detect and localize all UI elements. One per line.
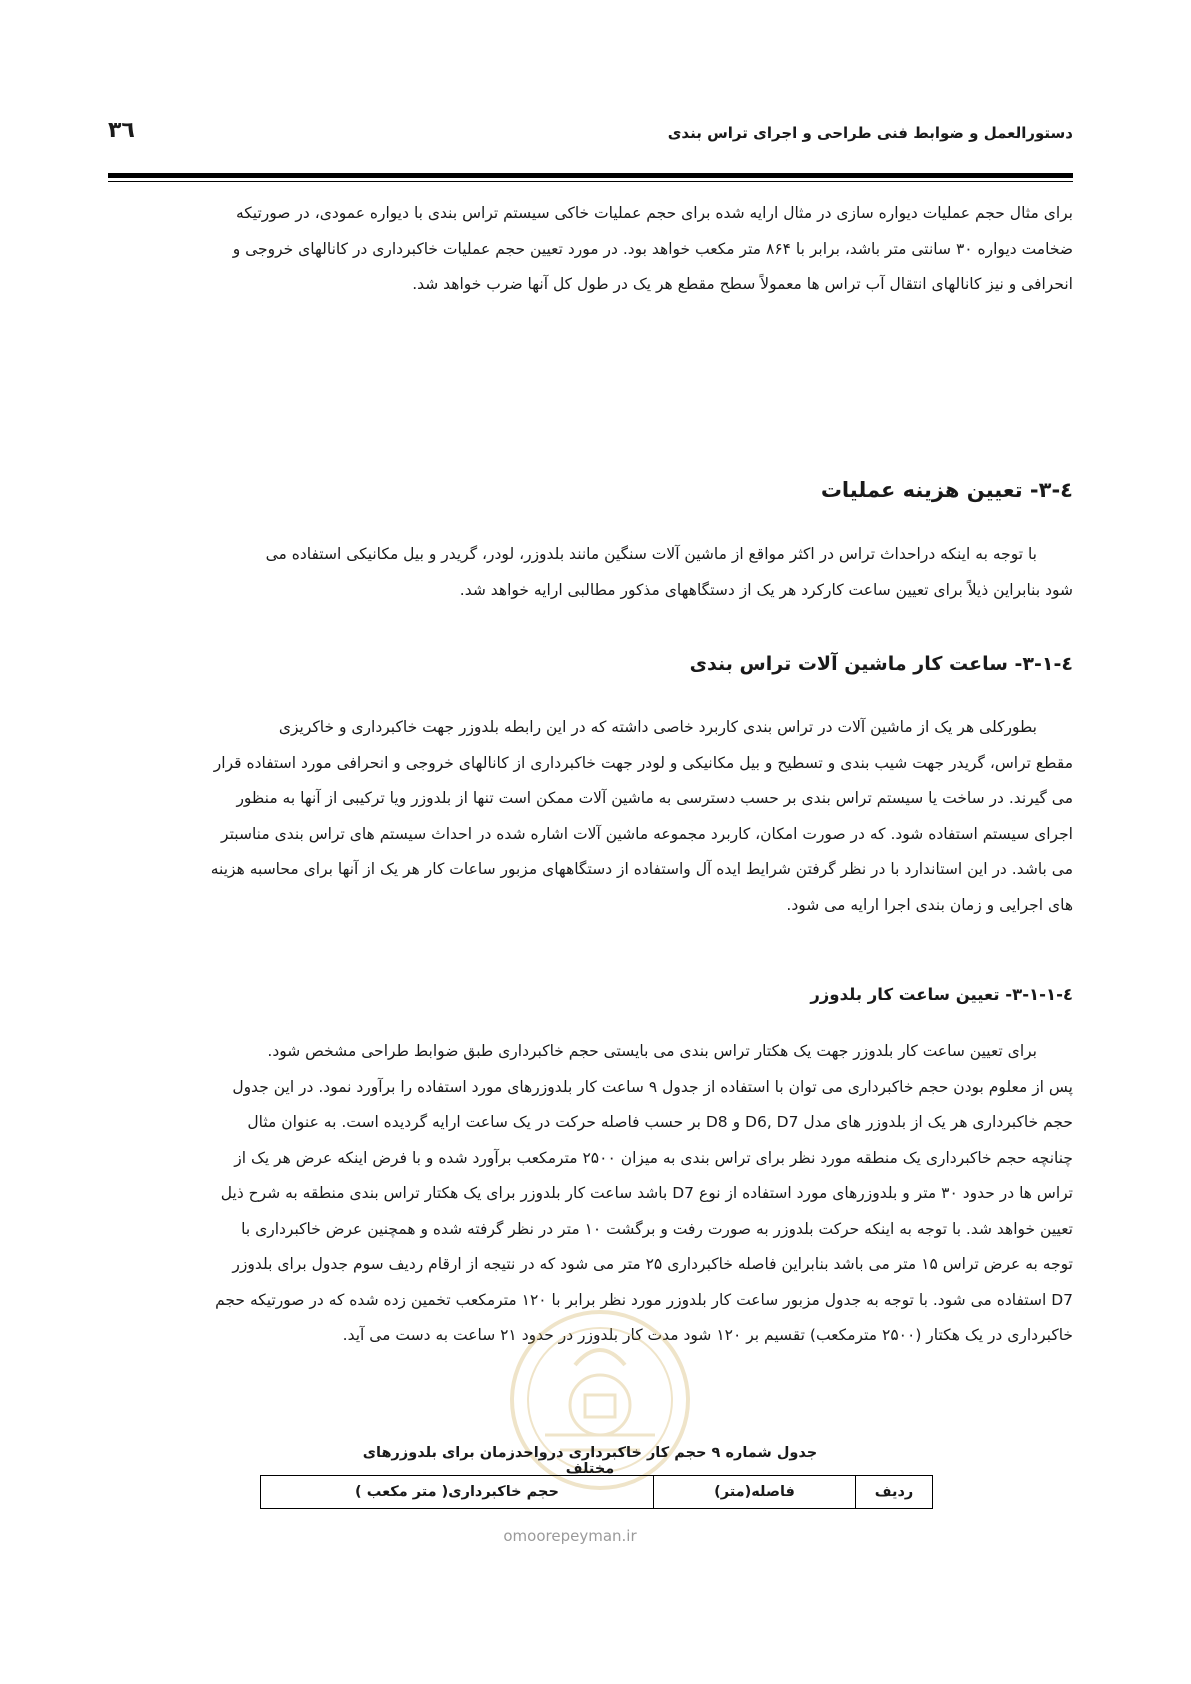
watermark-url: omoorepeyman.ir (503, 1527, 637, 1545)
section-4-3-1-paragraph (108, 710, 1073, 923)
text-line: برای مثال حجم عملیات دیواره سازی در مثال ارایه شده برای حجم عملیات خاکی سیستم تراس بندی با دیواره عمودی، در صورتیکه (235, 204, 1073, 222)
section-4-3-1-1-paragraph (108, 1034, 1073, 1354)
header-rule-thick (108, 173, 1073, 178)
text-line: حجم خاکبرداری هر یک از بلدوزر های مدل D6, D7 و D8 بر حسب فاصله حرکت در یک ساعت ارایه گردیده است. به عنوان مثال (247, 1113, 1073, 1131)
text-line: تراس ها در حدود ۳۰ متر و بلدوزرهای مورد استفاده از نوع D7 باشد ساعت کار بلدوزر برای یک هکتار تراس بندی منطقه به شرح ذیل (220, 1184, 1073, 1202)
text-line: انحرافی و نیز کانالهای انتقال آب تراس ها معمولاً سطح مقطع هر یک در طول کل آنها ضرب خواهد شد. (412, 275, 1073, 293)
page-number: ۳٦ (108, 118, 135, 143)
text-line: پس از معلوم بودن حجم خاکبرداری می توان با استفاده از جدول ۹ ساعت کار بلدوزرهای مورد استفاده را برآورد نمود. در این جدول (232, 1077, 1073, 1096)
text-line: با توجه به اینکه دراحداث تراس در اکثر مواقع از ماشین آلات سنگین مانند بلدوزر، لودر، گریدر و بیل مکانیکی استفاده می (265, 545, 1037, 563)
intro-paragraph (108, 196, 1073, 303)
header-rule-thin (108, 181, 1073, 182)
text-line: های اجرایی و زمان بندی اجرا ارایه می شود. (786, 895, 1073, 914)
text-line: بطورکلی هر یک از ماشین آلات در تراس بندی کاربرد خاصی داشته که در این رابطه بلدوزر جهت خاکبرداری و خاکریزی (278, 718, 1037, 736)
table-9 (260, 1475, 933, 1509)
table-header-distance: فاصله(متر) (653, 1476, 855, 1508)
text-line: اجرای سیستم استفاده شود. که در صورت امکان، کاربرد مجموعه ماشین آلات اشاره شده در احداث سیستم های تراس بندی مناسبتر (221, 824, 1073, 843)
text-line: چنانچه حجم خاکبرداری یک منطقه مورد نظر برای تراس بندی به میزان ۲۵۰۰ مترمکعب برآورد شده و با فرض اینکه عرض هر یک از (234, 1148, 1073, 1167)
text-line: برای تعیین ساعت کار بلدوزر جهت یک هکتار تراس بندی می بایستی حجم خاکبرداری طبق ضوابط طراحی مشخص شود. (267, 1042, 1037, 1060)
page-header (108, 118, 1073, 148)
text-line: ضخامت دیواره ۳۰ سانتی متر باشد، برابر با ۸۶۴ متر مکعب خواهد بود. در مورد تعیین حجم عملیات خاکبرداری در کانالهای خروجی و (232, 239, 1073, 258)
text-line: می باشد. در این استاندارد با در نظر گرفتن شرایط ایده آل واستفاده از دستگاههای مزبور ساعات کار هر یک از آنها برای محاسبه هزینه (210, 860, 1073, 878)
text-line: خاکبرداری در یک هکتار (۲۵۰۰ مترمکعب) تقسیم بر ۱۲۰ شود مدت کار بلدوزر در حدود ۲۱ ساعت به دست می آید. (342, 1326, 1073, 1344)
heading-4-3: ٤-۳- تعیین هزینه عملیات (820, 478, 1073, 502)
text-line: می گیرند. در ساخت یا سیستم تراس بندی بر حسب دسترسی به ماشین آلات ممکن است تنها از بلدوزر ویا ترکیبی از آنها به منظور (236, 789, 1073, 807)
heading-4-3-1: ٤-۳-۱- ساعت کار ماشین آلات تراس بندی (689, 653, 1073, 675)
table-header-row-number: ردیف (855, 1476, 932, 1508)
table-header-volume: حجم خاکبرداری( متر مکعب ) (355, 1484, 559, 1500)
text-line: شود بنابراین ذیلاً برای تعیین ساعت کارکرد هر یک از دستگاههای مذکور مطالبی ارایه خواهد شد. (459, 580, 1073, 599)
document-title: دستورالعمل و ضوابط فنی طراحی و اجرای تراس بندی (667, 124, 1073, 142)
text-line: مقطع تراس، گریدر جهت شیب بندی و تسطیح و بیل مکانیکی و لودر جهت خاکبرداری از کانالهای خروجی و انحرافی مورد استفاده قرار (213, 753, 1073, 772)
heading-4-3-1-1: ٤-۳-۱-۱- تعیین ساعت کار بلدوزر (810, 985, 1073, 1004)
text-line: تعیین خواهد شد. با توجه به اینکه حرکت بلدوزر به صورت رفت و برگشت ۱۰ متر در نظر گرفته شده و همچنین عرض خاکبرداری با (241, 1219, 1073, 1238)
text-line: توجه به عرض تراس ۱۵ متر می باشد بنابراین فاصله خاکبرداری ۲۵ متر می شود که در نتیجه از ارقام ردیف سوم جدول برای بلدوزر (232, 1255, 1073, 1273)
section-4-3-paragraph (108, 537, 1073, 608)
table-caption: جدول شماره ۹ حجم کار خاکبرداری درواحدزمان برای بلدوزرهای مختلف (362, 1445, 818, 1477)
text-line: D7 استفاده می شود. با توجه به جدول مزبور ساعت کار بلدوزر مورد نظر برابر با ۱۲۰ مترمکعب تخمین زده شده که در صورتیکه حجم (215, 1290, 1073, 1309)
